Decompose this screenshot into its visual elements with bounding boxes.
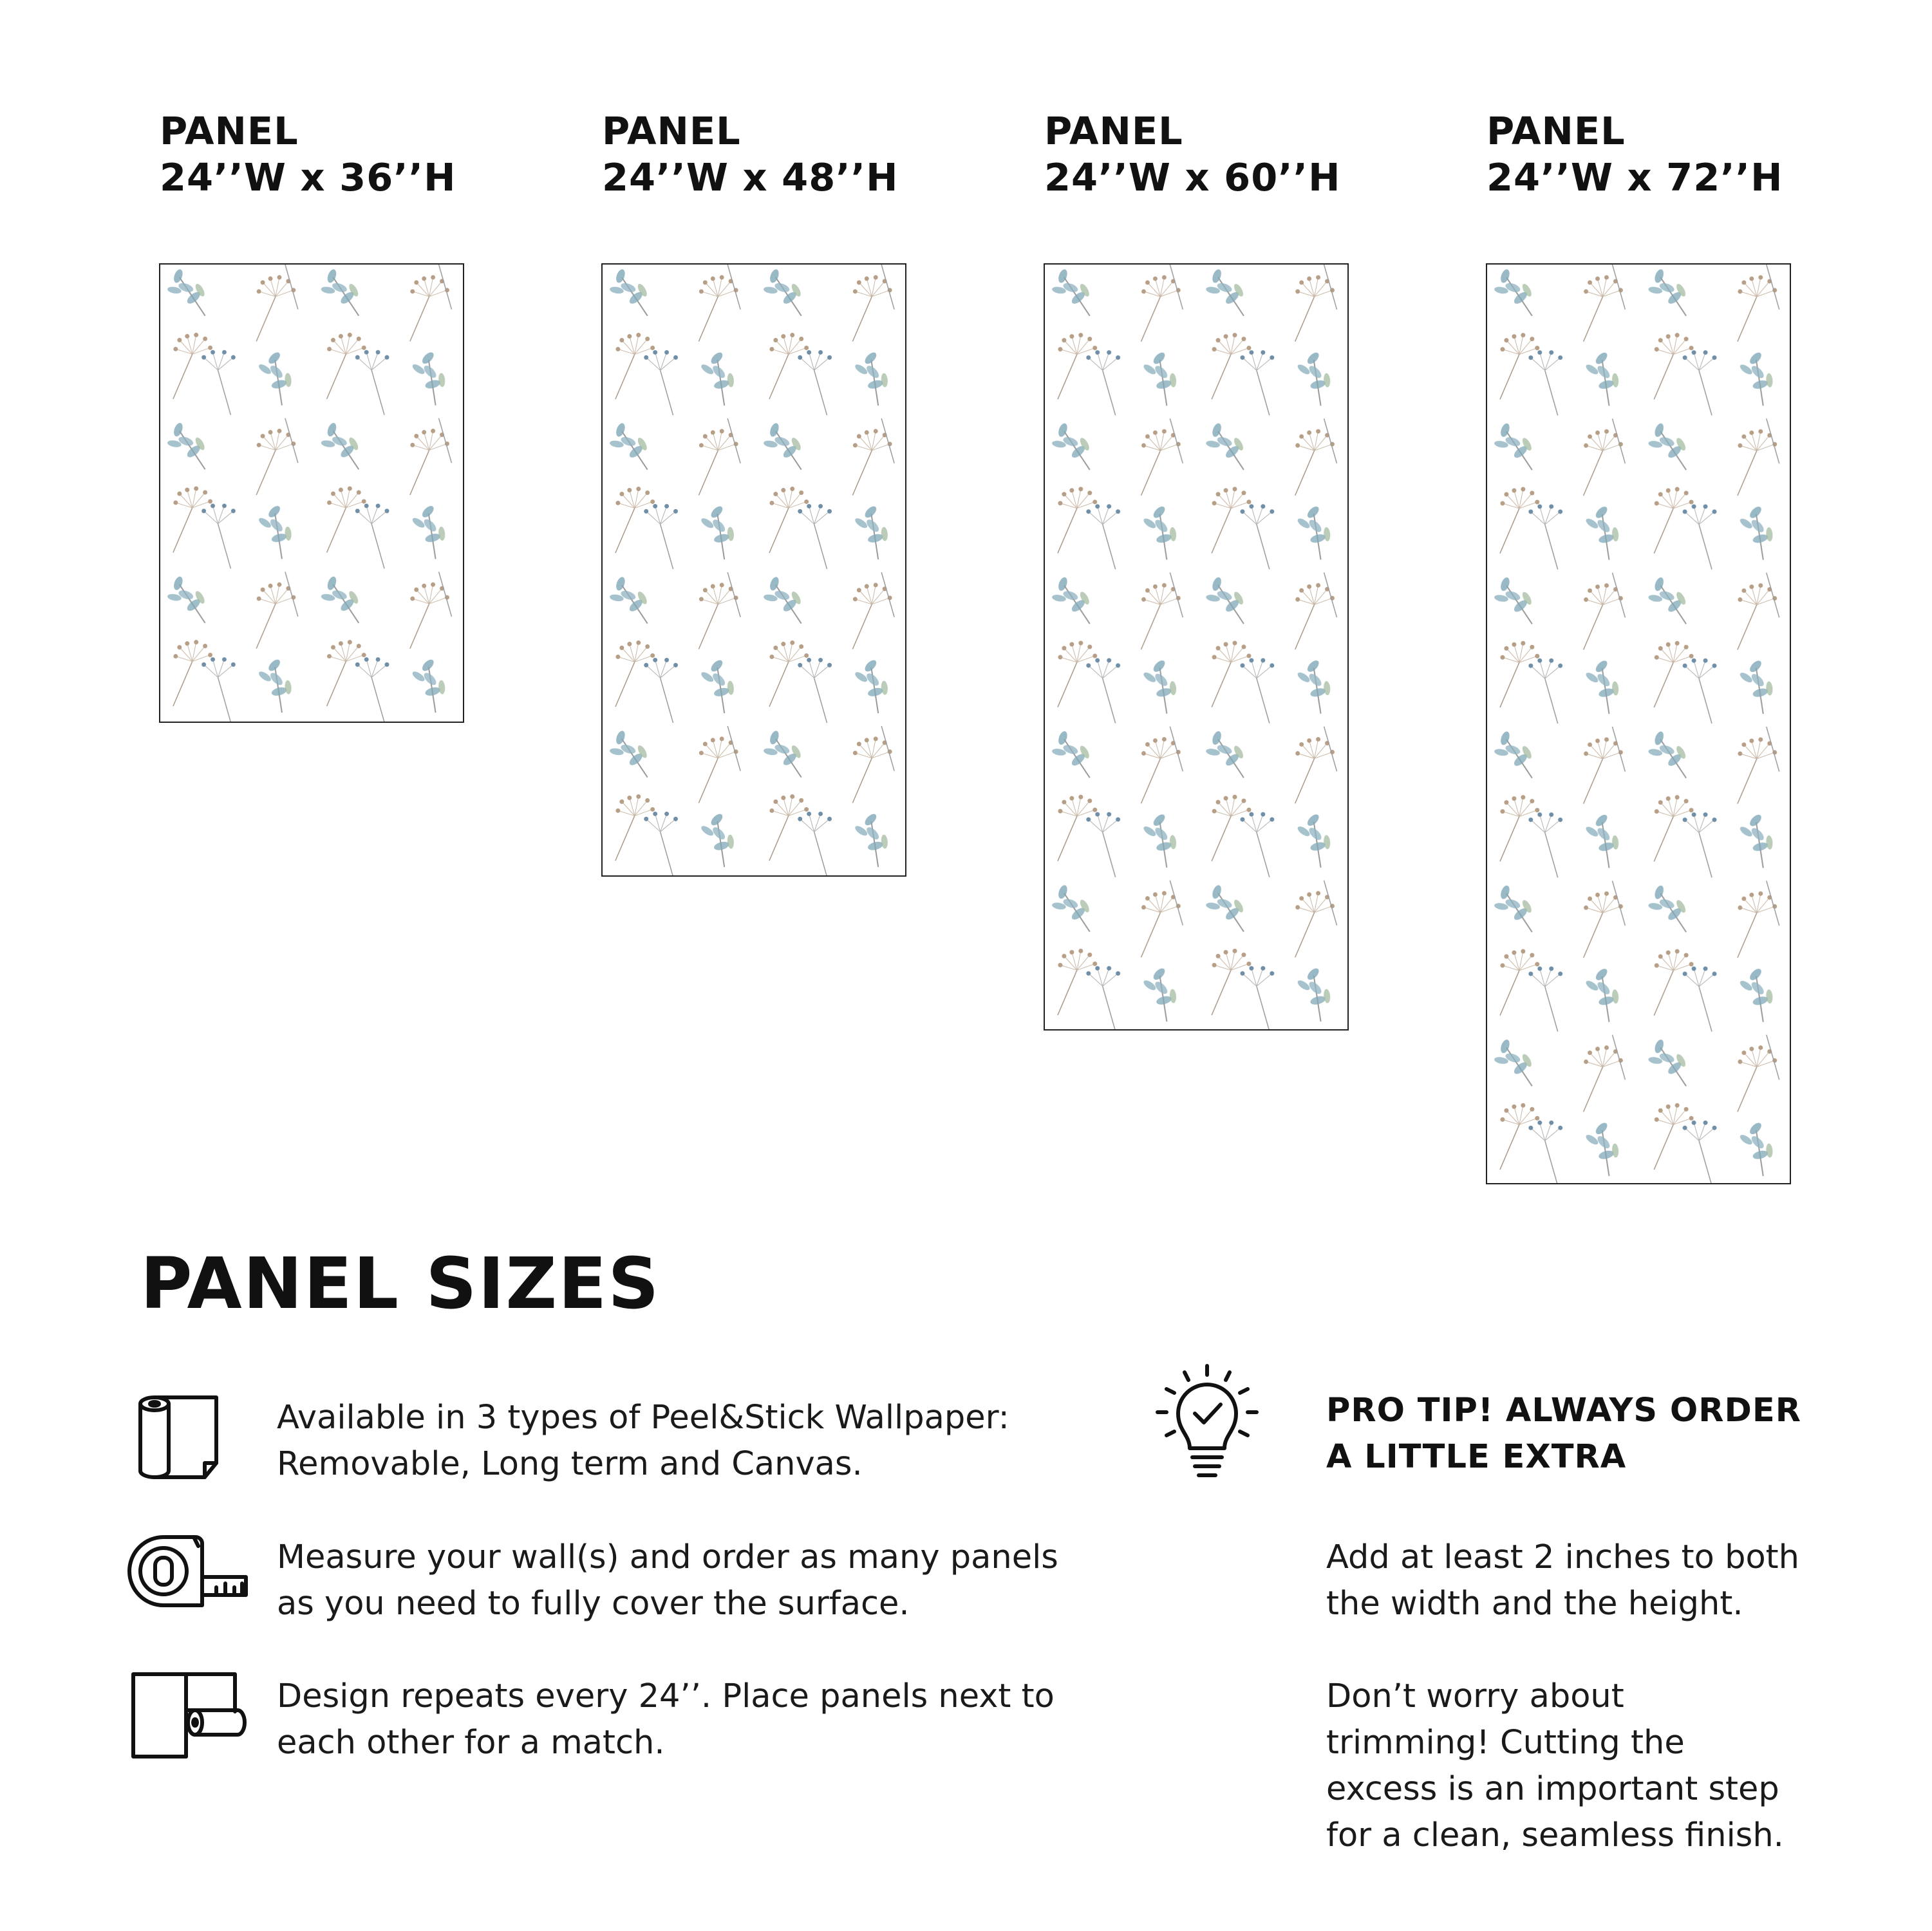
pro-tip-line: for a clean, seamless finish. — [1326, 1816, 1784, 1854]
feature-line: Design repeats every 24’’. Place panels next to — [277, 1677, 1055, 1715]
panel-title: PANEL — [1487, 109, 1626, 153]
panel-title: PANEL — [602, 109, 741, 153]
tape-measure-icon — [126, 1533, 249, 1612]
panel-label-48 — [602, 108, 988, 201]
panel-label-72 — [1487, 108, 1873, 201]
panel-size: 24’’W x 60’’H — [1044, 155, 1341, 200]
floral-pattern — [1487, 265, 1790, 1183]
feature-line: each other for a match. — [277, 1724, 665, 1762]
panel-preview-72 — [1486, 263, 1791, 1184]
feature-text-repeat — [277, 1674, 1133, 1766]
feature-line: Removable, Long term and Canvas. — [277, 1445, 863, 1483]
feature-line: as you need to fully cover the surface. — [277, 1585, 910, 1623]
wallpaper-roll-icon — [134, 1394, 224, 1480]
pro-tip-title-line: A LITTLE EXTRA — [1326, 1438, 1627, 1476]
pro-tip-line: trimming! Cutting the — [1326, 1724, 1685, 1762]
lightbulb-check-icon — [1152, 1363, 1262, 1480]
feature-text-measure — [277, 1535, 1133, 1627]
pro-tip-line: the width and the height. — [1326, 1585, 1743, 1623]
pro-tip-paragraph-1 — [1326, 1535, 1906, 1627]
pro-tip-title — [1326, 1388, 1801, 1480]
floral-pattern — [603, 265, 905, 875]
panel-roll-icon — [131, 1672, 247, 1759]
pro-tip-line: excess is an important step — [1326, 1770, 1779, 1808]
floral-pattern — [1045, 265, 1347, 1029]
feature-line: Available in 3 types of Peel&Stick Wallpaper: — [277, 1399, 1009, 1437]
pro-tip-title-line: PRO TIP! ALWAYS ORDER — [1326, 1392, 1801, 1430]
feature-line: Measure your wall(s) and order as many panels — [277, 1538, 1058, 1576]
panel-size: 24’’W x 36’’H — [160, 155, 456, 200]
pro-tip-line: Add at least 2 inches to both — [1326, 1538, 1799, 1576]
panel-title: PANEL — [160, 109, 299, 153]
pro-tip-line: Don’t worry about — [1326, 1677, 1624, 1715]
panel-preview-60 — [1044, 263, 1349, 1031]
panel-title: PANEL — [1044, 109, 1183, 153]
floral-pattern — [160, 265, 463, 722]
panel-preview-48 — [601, 263, 906, 877]
panel-size: 24’’W x 48’’H — [602, 155, 899, 200]
panel-preview-36 — [159, 263, 464, 723]
section-heading: PANEL SIZES — [140, 1242, 661, 1325]
pro-tip-paragraph-2 — [1326, 1674, 1906, 1859]
panel-label-36 — [160, 108, 546, 201]
feature-text-types — [277, 1395, 1133, 1488]
panel-size: 24’’W x 72’’H — [1487, 155, 1783, 200]
panel-label-60 — [1044, 108, 1430, 201]
